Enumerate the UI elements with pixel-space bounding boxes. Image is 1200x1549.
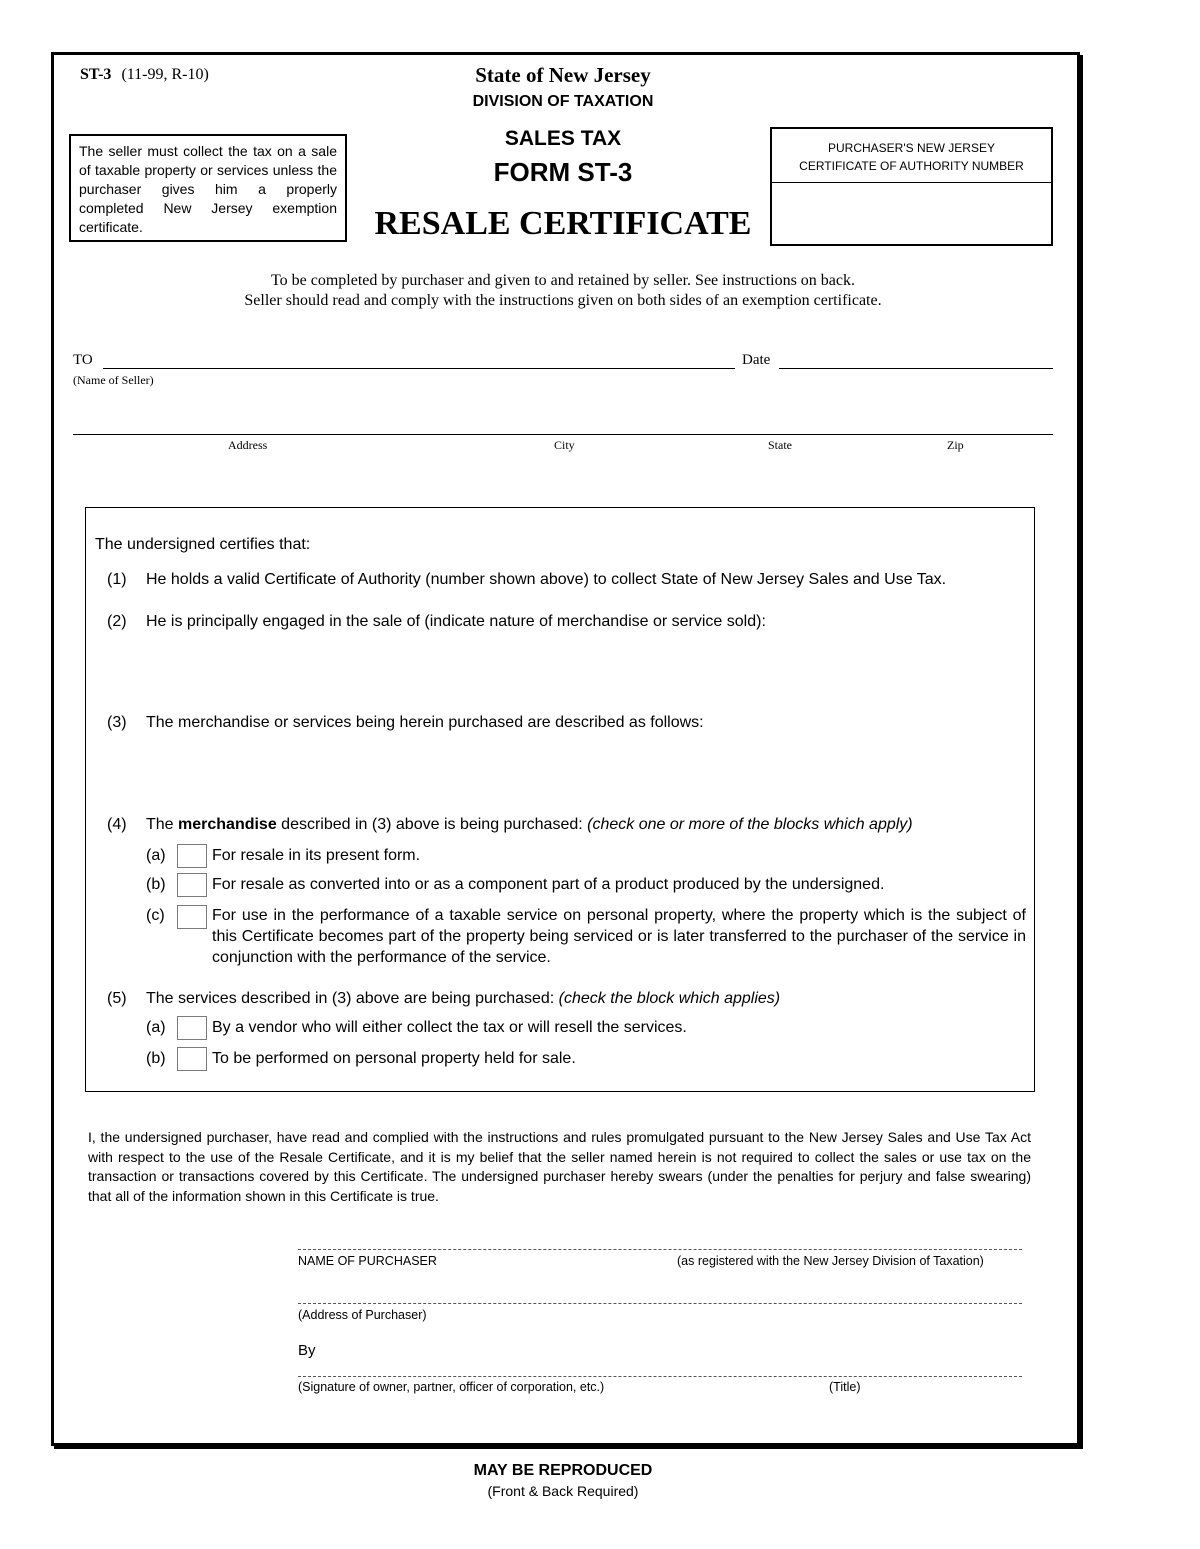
seller-name-caption: (Name of Seller) (73, 373, 154, 387)
instruction-line-2: Seller should read and comply with the instructions given on both sides of an exemption certificate. (244, 292, 882, 309)
item-text-bold: merchandise (178, 816, 277, 833)
option-text: By a vendor who will either collect the tax or will resell the services. (212, 1019, 687, 1036)
city-caption: City (554, 438, 575, 452)
option-letter: (b) (146, 1050, 166, 1067)
state-caption: State (768, 438, 792, 452)
item-text: He holds a valid Certificate of Authority (number shown above) to collect State of New Jersey Sales and Use Tax. (146, 571, 947, 588)
resale-component-checkbox[interactable] (177, 873, 207, 897)
instruction-line-1: To be completed by purchaser and given to and retained by seller. See instructions on back. (270, 272, 856, 289)
form-revision: (11-99, R-10) (121, 66, 209, 83)
option-text: For resale in its present form. (212, 847, 421, 864)
address-caption: Address (228, 438, 268, 452)
purchaser-address-label: (Address of Purchaser) (298, 1308, 427, 1322)
item-text-pre: The (146, 816, 179, 833)
purchaser-name-label: NAME OF PURCHASER (298, 1254, 437, 1268)
vendor-resell-checkbox[interactable] (177, 1016, 207, 1040)
title-label: (Title) (829, 1380, 861, 1394)
item-number: (3) (107, 714, 127, 731)
purchaser-declaration: I, the undersigned purchaser, have read and complied with the instructions and rules promulgated pursuant to the New Jersey Sales and Use Tax Act with respect to the use of the Resale Certificate, and it is my belief that the seller named herein is not required to collect the sales or use tax on the transaction or transactions covered by this Certificate. The undersigned purchaser hereby swears (under the penalties for perjury and false swearing) that all of the information shown in this Certificate is true. (88, 1129, 1031, 1204)
division-heading: DIVISION OF TAXATION (472, 93, 654, 110)
seller-notice-box (69, 134, 347, 242)
option-text: For use in the performance of a taxable service on personal property, where the property which is the subject of this Certificate becomes part of the property being serviced or is later transferred to the purchaser of the service in conjunction with the performance of the service. (212, 907, 1026, 966)
tax-type-heading: SALES TAX (504, 127, 622, 150)
item-text-main: The services described in (3) above are being purchased: (146, 990, 559, 1007)
signature-field[interactable] (298, 1376, 1022, 1377)
seller-address-field[interactable] (73, 434, 1053, 435)
item-number: (5) (107, 990, 127, 1007)
item-text (146, 990, 780, 1008)
seller-name-field[interactable] (103, 368, 735, 369)
item-text-post: described in (3) above is being purchased: (276, 816, 588, 833)
form-id (80, 66, 209, 84)
authority-label-line1: PURCHASER'S NEW JERSEY (828, 141, 995, 155)
date-field[interactable] (779, 368, 1053, 369)
reproduction-notice: MAY BE REPRODUCED (473, 1462, 653, 1479)
item-text (146, 816, 913, 834)
purchase-description-field[interactable] (146, 740, 1026, 802)
authority-number-label (772, 129, 1051, 183)
item-text-italic: (check one or more of the blocks which apply) (587, 816, 913, 833)
option-letter: (b) (146, 876, 166, 893)
item-number: (1) (107, 571, 127, 588)
option-letter: (a) (146, 847, 166, 864)
item-number: (4) (107, 816, 127, 833)
state-heading: State of New Jersey (475, 63, 651, 87)
certification-intro: The undersigned certifies that: (95, 536, 311, 553)
option-letter: (c) (146, 907, 165, 924)
taxable-service-use-checkbox[interactable] (177, 905, 207, 929)
authority-number-box (770, 127, 1053, 246)
option-letter: (a) (146, 1019, 166, 1036)
purchaser-name-field[interactable] (298, 1249, 1022, 1250)
to-label: TO (73, 352, 93, 368)
reproduction-requirement: (Front & Back Required) (487, 1483, 639, 1499)
purchaser-name-note: (as registered with the New Jersey Division of Taxation) (677, 1254, 984, 1268)
item-text: The merchandise or services being herein purchased are described as follows: (146, 714, 704, 731)
resale-present-form-checkbox[interactable] (177, 844, 207, 868)
item-text: He is principally engaged in the sale of (indicate nature of merchandise or service sold): (146, 613, 766, 630)
signature-label: (Signature of owner, partner, officer of corporation, etc.) (298, 1380, 605, 1394)
personal-property-checkbox[interactable] (177, 1047, 207, 1071)
business-description-field[interactable] (146, 640, 1026, 700)
form-code: ST-3 (80, 66, 112, 83)
by-label: By (298, 1342, 316, 1359)
item-text-italic: (check the block which applies) (558, 990, 781, 1007)
seller-notice-text: The seller must collect the tax on a sale of taxable property or services unless the purchaser gives him a properly completed New Jersey exemption certificate. (79, 143, 337, 235)
option-text: To be performed on personal property held for sale. (212, 1050, 576, 1067)
page-title: RESALE CERTIFICATE (374, 205, 752, 242)
purchaser-address-field[interactable] (298, 1303, 1022, 1304)
form-name-heading: FORM ST-3 (493, 157, 633, 187)
zip-caption: Zip (947, 438, 964, 452)
item-number: (2) (107, 613, 127, 630)
authority-number-field[interactable] (772, 183, 1051, 243)
authority-label-line2: CERTIFICATE OF AUTHORITY NUMBER (799, 159, 1024, 173)
option-text: For resale as converted into or as a component part of a product produced by the undersigned. (212, 876, 885, 893)
date-label: Date (742, 352, 771, 368)
